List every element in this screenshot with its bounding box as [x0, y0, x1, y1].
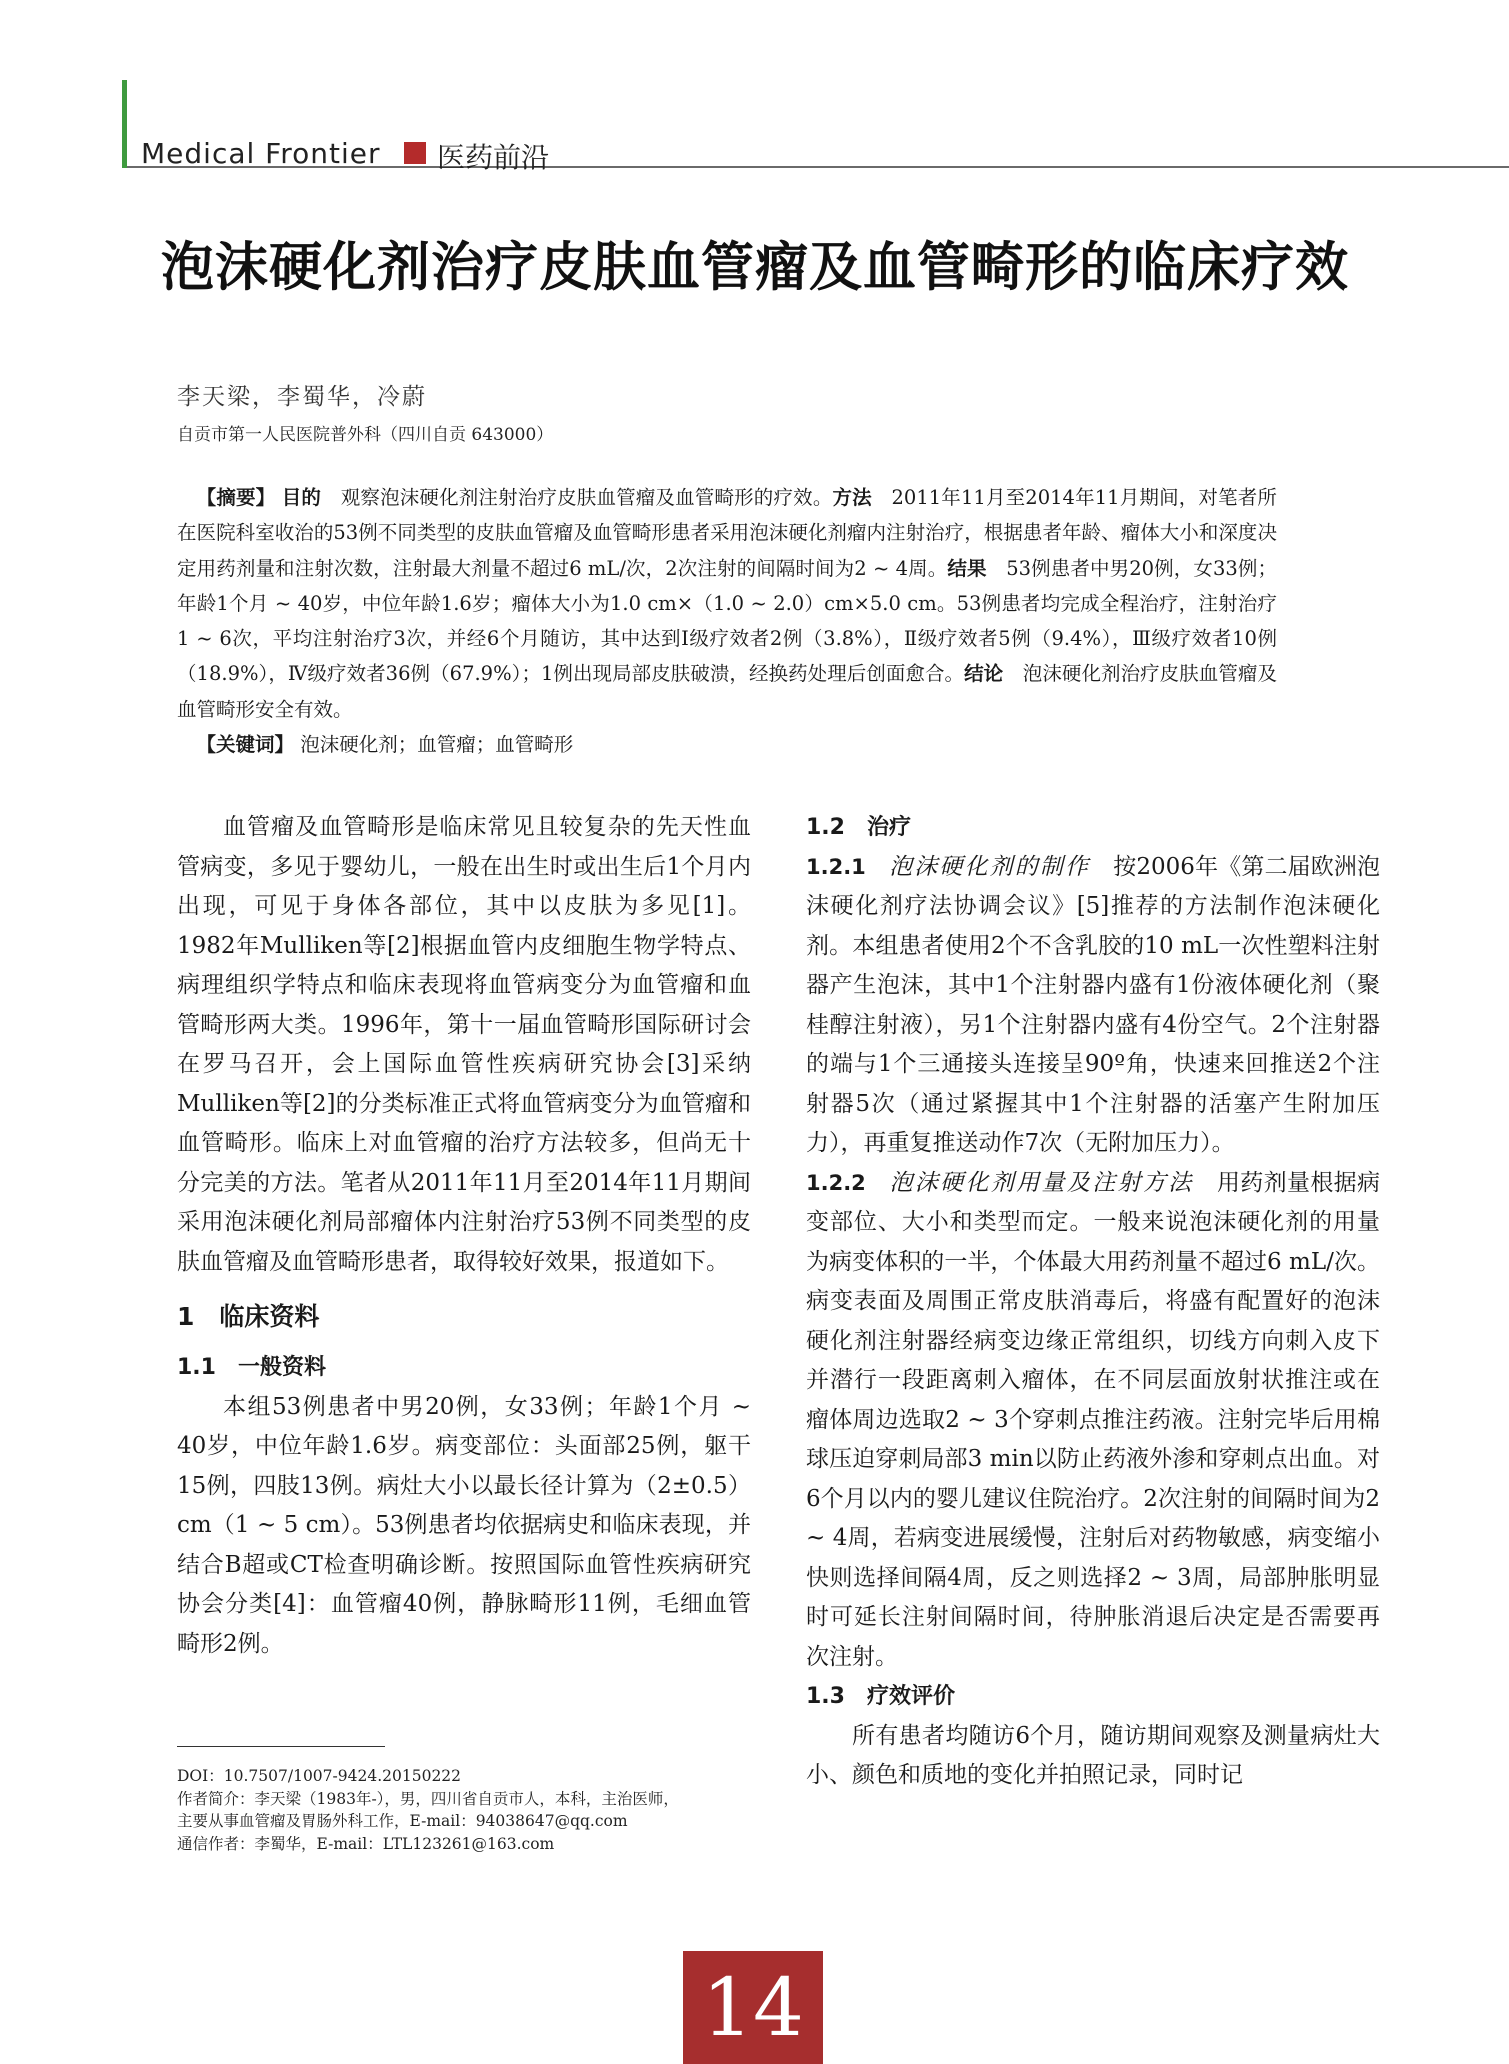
- conclusion-label: 结论: [964, 662, 1004, 686]
- section-1-2-title: 治疗: [867, 815, 912, 840]
- purpose-text: 观察泡沫硬化剂注射治疗皮肤血管瘤及血管畸形的疗效。: [340, 486, 833, 509]
- results-text: 53例患者中男20例，女33例；年龄1个月 ~ 40岁，中位年龄1.6岁；瘤体大小为1.0 cm×（1.0 ~ 2.0）cm×5.0 cm。53例患者均完成全程治疗，注射治疗1 ~ 6次，平均注射治疗3次，并经6个月随访，其中达到Ⅰ级疗效者2例（3.8%），Ⅱ级疗效者5例（9.4%），Ⅲ级疗效者10例（18.9%），Ⅳ级疗效者36例（67.9%）；1例出现局部皮肤破溃，经换药处理后创面愈合。: [177, 556, 1277, 686]
- keywords-label: 【关键词】: [196, 733, 295, 757]
- section-1-number: 1: [177, 1302, 195, 1331]
- section-1-2-number: 1.2: [806, 815, 845, 840]
- author-bio-line-2: 主要从事血管瘤及胃肠外科工作，E-mail：94038647@qq.com: [177, 1812, 628, 1830]
- authors: 李天梁，李蜀华，冷蔚: [177, 384, 427, 410]
- methods-text: 2011年11月至2014年11月期间，对笔者所在医院科室收治的53例不同类型的皮肤血管瘤及血管畸形患者采用泡沫硬化剂瘤内注射治疗，根据患者年龄、瘤体大小和深度决定用药剂量和注射次数，注射最大剂量不超过6 mL/次，2次注射的间隔时间为2 ~ 4周。: [177, 486, 1277, 580]
- section-1-3-paragraph: 所有患者均随访6个月，随访期间观察及测量病灶大小、颜色和质地的变化并拍照记录，同时记: [806, 1722, 1380, 1788]
- section-1-1-number: 1.1: [177, 1355, 216, 1380]
- article-title: 泡沫硬化剂治疗皮肤血管瘤及血管畸形的临床疗效: [161, 237, 1349, 298]
- section-1-2-2-number: 1.2.2: [806, 1170, 866, 1195]
- section-1-2-heading: [806, 808, 1380, 848]
- section-1-2-2-paragraph: [806, 1164, 1380, 1678]
- conclusion-text: 泡沫硬化剂治疗皮肤血管瘤及血管畸形安全有效。: [177, 662, 1277, 721]
- abstract-body: [177, 480, 1277, 727]
- doi: DOI：10.7507/1007-9424.20150222: [177, 1767, 462, 1785]
- section-1-3-title: 疗效评价: [867, 1684, 956, 1709]
- section-1-2-1-title: 泡沫硬化剂的制作: [889, 853, 1091, 880]
- footnotes: [177, 1765, 777, 1855]
- section-1-2-1-number: 1.2.1: [806, 854, 866, 879]
- section-1-3-number: 1.3: [806, 1684, 845, 1709]
- section-1-heading: [177, 1294, 751, 1340]
- header-accent-bar: [122, 80, 127, 168]
- section-1-title: 临床资料: [219, 1302, 320, 1331]
- footnote-rule: [177, 1746, 385, 1747]
- affiliation: 自贡市第一人民医院普外科（四川自贡 643000）: [177, 425, 554, 445]
- corresponding-author: 通信作者：李蜀华，E-mail：LTL123261@163.com: [177, 1834, 555, 1853]
- section-1-2-1-paragraph: [806, 848, 1380, 1164]
- section-1-1-title: 一般资料: [238, 1355, 327, 1380]
- abstract-label: 【摘要】: [196, 486, 276, 509]
- section-1-3-heading: [806, 1677, 1380, 1717]
- section-1-1-heading: [177, 1348, 751, 1388]
- abstract: [177, 480, 1277, 762]
- section-1-2-2-text: 用药剂量根据病变部位、大小和类型而定。一般来说泡沫硬化剂的用量为病变体积的一半，个体最大用药剂量不超过6 mL/次。病变表面及周围正常皮肤消毒后，将盛有配置好的泡沫硬化剂注射器经病变边缘正常组织，切线方向刺入皮下并潜行一段距离刺入瘤体，在不同层面放射状推注或在瘤体周边选取2 ~ 3个穿刺点推注药液。注射完毕后用棉球压迫穿刺局部3 min以防止药液外渗和穿刺点出血。对6个月以内的婴儿建议住院治疗。2次注射的间隔时间为2 ~ 4周，若病变进展缓慢，注射后对药物敏感，病变缩小快则选择间隔4周，反之则选择2 ~ 3周，局部肿胀明显时可延长注射间隔时间，待肿胀消退后决定是否需要再次注射。: [806, 1169, 1381, 1670]
- header-square-icon: [404, 142, 426, 164]
- section-1-2-1-text: 按2006年《第二届欧洲泡沫硬化剂疗法协调会议》[5]推荐的方法制作泡沫硬化剂。本组患者使用2个不含乳胶的10 mL一次性塑料注射器产生泡沫，其中1个注射器内盛有1份液体硬化剂（聚桂醇注射液），另1个注射器内盛有4份空气。2个注射器的端与1个三通接头连接呈90º角，快速来回推送2个注射器5次（通过紧握其中1个注射器的活塞产生附加压力），再重复推送动作7次（无附加压力）。: [806, 853, 1380, 1156]
- intro-paragraph: 血管瘤及血管畸形是临床常见且较复杂的先天性血管病变，多见于婴幼儿，一般在出生时或出生后1个月内出现，可见于身体各部位，其中以皮肤为多见[1]。1982年Mulliken等[2]根据血管内皮细胞生物学特点、病理组织学特点和临床表现将血管病变分为血管瘤和血管畸形两大类。1996年，第十一届血管畸形国际研讨会在罗马召开，会上国际血管性疾病研究协会[3]采纳Mulliken等[2]的分类标准正式将血管病变分为血管瘤和血管畸形。临床上对血管瘤的治疗方法较多，但尚无十分完美的方法。笔者从2011年11月至2014年11月期间采用泡沫硬化剂局部瘤体内注射治疗53例不同类型的皮肤血管瘤及血管畸形患者，取得较好效果，报道如下。: [177, 814, 751, 1275]
- keywords-text: 泡沫硬化剂；血管瘤；血管畸形: [300, 733, 574, 757]
- section-1-2-2-title: 泡沫硬化剂用量及注射方法: [889, 1169, 1194, 1196]
- journal-section-cn: 医药前沿: [437, 141, 550, 174]
- right-column: [806, 808, 1380, 1796]
- section-1-1-paragraph: 本组53例患者中男20例，女33例；年龄1个月 ~ 40岁，中位年龄1.6岁。病变部位：头面部25例，躯干15例，四肢13例。病灶大小以最长径计算为（2±0.5）cm（1 ~ 5 cm）。53例患者均依据病史和临床表现，并结合B超或CT检查明确诊断。按照国际血管性疾病研究协会分类[4]：血管瘤40例，静脉畸形11例，毛细血管畸形2例。: [177, 1393, 751, 1657]
- journal-section-en: Medical Frontier: [141, 137, 381, 170]
- keywords: [177, 727, 1277, 762]
- page-number: 14: [683, 1951, 823, 2064]
- results-label: 结果: [947, 556, 987, 580]
- author-bio-line-1: 作者简介：李天梁（1983年-），男，四川省自贡市人，本科，主治医师，: [177, 1789, 679, 1808]
- purpose-label: 目的: [281, 486, 322, 509]
- left-column: [177, 808, 751, 1664]
- methods-label: 方法: [832, 486, 872, 509]
